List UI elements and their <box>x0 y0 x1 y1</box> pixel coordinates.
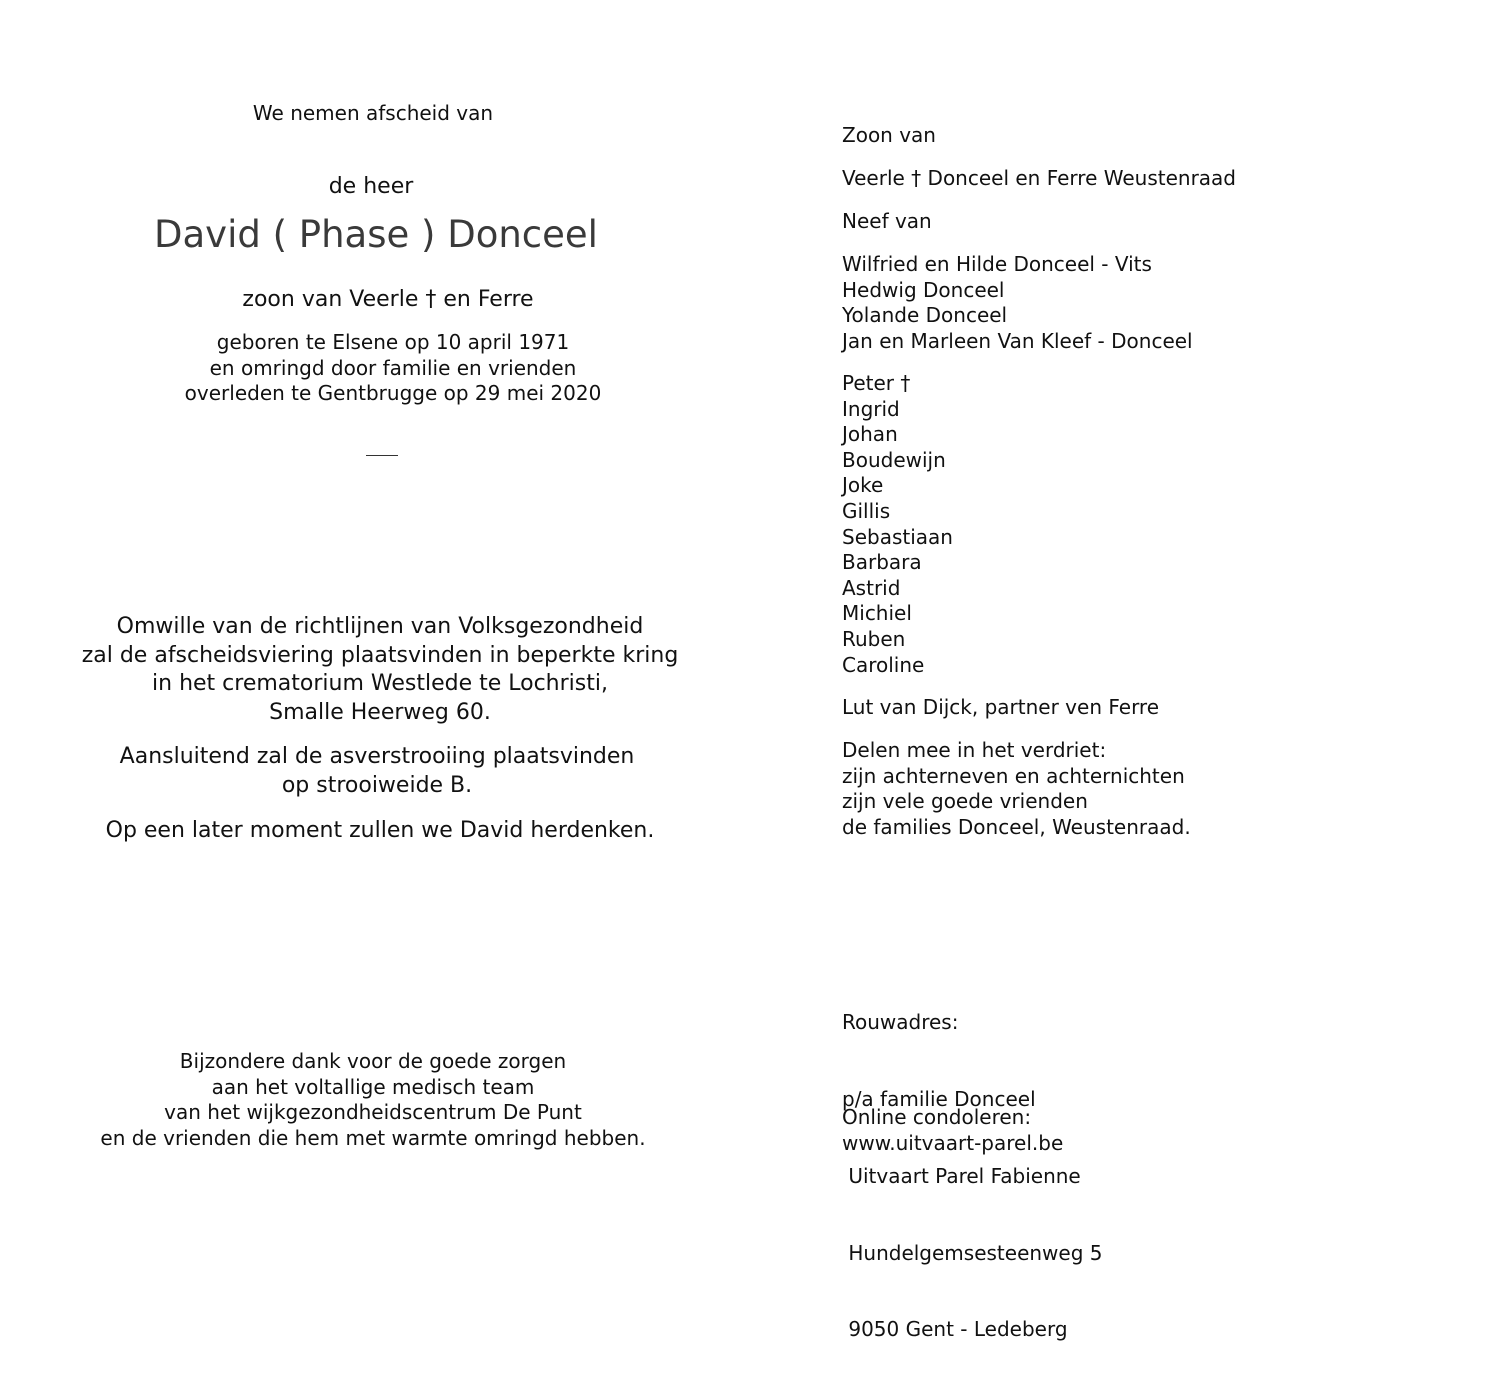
list-item: Boudewijn <box>842 447 946 472</box>
list-item: de families Donceel, Weustenraad. <box>842 814 1191 839</box>
cousins-list <box>842 371 953 678</box>
nephew-of-label: Neef van <box>842 209 932 233</box>
deceased-name: David ( Phase ) Donceel <box>154 213 598 256</box>
ceremony-line: zal de afscheidsviering plaatsvinden in beperkte kring <box>81 642 679 668</box>
list-item: Astrid <box>842 575 901 600</box>
death-line: overleden te Gentbrugge op 29 mei 2020 <box>184 381 602 406</box>
ceremony-info <box>0 613 760 728</box>
list-item: Yolande Donceel <box>842 303 1008 328</box>
son-of-line: zoon van Veerle † en Ferre <box>242 287 534 312</box>
address-line: p/a familie Donceel <box>842 1086 1036 1111</box>
list-item: Delen mee in het verdriet: <box>842 738 1107 762</box>
ceremony-line: in het crematorium Westlede te Lochristi, <box>152 671 608 697</box>
list-item: Ingrid <box>842 396 900 421</box>
online-condolences <box>842 1105 1063 1156</box>
list-item: Joke <box>842 473 884 498</box>
left-panel <box>0 0 760 1214</box>
address-line: Hundelgemsesteenweg 5 <box>842 1240 1103 1265</box>
partner-line: Lut van Dijck, partner ven Ferre <box>842 695 1160 719</box>
list-item: Sebastiaan <box>842 524 953 549</box>
ceremony-line: Smalle Heerweg 60. <box>269 700 491 726</box>
parents-line: Veerle † Donceel en Ferre Weustenraad <box>842 166 1236 190</box>
list-item: Peter † <box>842 371 911 395</box>
list-item: Caroline <box>842 652 925 677</box>
honorific: de heer <box>328 174 414 199</box>
uncles-list <box>842 252 1193 354</box>
list-item: zijn achterneven en achternichten <box>842 763 1185 788</box>
birth-line: geboren te Elsene op 10 april 1971 <box>216 330 570 354</box>
list-item: Gillis <box>842 498 891 523</box>
thanks-note <box>0 1049 746 1151</box>
scattering-info <box>0 743 754 800</box>
life-dates <box>0 330 786 407</box>
son-of-label: Zoon van <box>842 123 936 147</box>
website-link[interactable]: www.uitvaart-parel.be <box>842 1130 1064 1155</box>
list-item: Wilfried en Hilde Donceel - Vits <box>842 252 1152 276</box>
separator-line <box>366 455 398 456</box>
scattering-line: Aansluitend zal de asverstrooiing plaatsvinden <box>119 744 635 769</box>
right-panel <box>842 0 1482 1342</box>
list-item: zijn vele goede vrienden <box>842 789 1088 814</box>
surrounded-line: en omringd door familie en vrienden <box>209 355 577 380</box>
scattering-line: op strooiweide B. <box>281 772 473 798</box>
list-item: Barbara <box>842 550 922 575</box>
list-item: Hedwig Donceel <box>842 277 1005 302</box>
list-item: Ruben <box>842 626 906 651</box>
address-line: Uitvaart Parel Fabienne <box>842 1163 1081 1188</box>
mourning-address <box>842 959 1103 1394</box>
remembrance-note: Op een later moment zullen we David herdenken. <box>105 818 655 843</box>
intro-text: We nemen afscheid van <box>252 101 494 125</box>
list-item: Johan <box>842 422 898 447</box>
thanks-line: van het wijkgezondheidscentrum De Punt <box>164 1100 582 1125</box>
thanks-line: aan het voltallige medisch team <box>211 1074 535 1099</box>
address-line: Rouwadres: <box>842 1010 959 1035</box>
grief-list <box>842 738 1191 840</box>
ceremony-line: Omwille van de richtlijnen van Volksgezondheid <box>116 614 644 639</box>
address-line: 9050 Gent - Ledeberg <box>842 1317 1068 1342</box>
online-label: Online condoleren: <box>842 1105 1032 1129</box>
thanks-line: Bijzondere dank voor de goede zorgen <box>179 1049 567 1073</box>
list-item: Michiel <box>842 601 912 626</box>
list-item: Jan en Marleen Van Kleef - Donceel <box>842 328 1193 353</box>
thanks-line: en de vrienden die hem met warmte omringd hebben. <box>100 1125 646 1150</box>
